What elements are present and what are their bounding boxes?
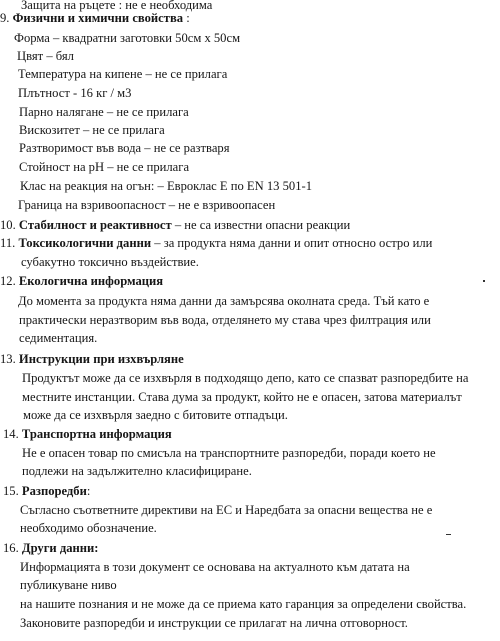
section-12-title: Екологична информация xyxy=(18,274,164,289)
section-13-paragraph-line-2: местните инстанции. Става дума за продукт, който не е опасен, затова материалът xyxy=(22,389,462,404)
section-14-paragraph-line-1: Не е опасен товар по смисъла на транспортните разпоредби, поради което не xyxy=(22,445,436,460)
section-11-text: – за продукта няма данни и опит относно остро или xyxy=(151,236,433,251)
section-14-title: Транспортна информация xyxy=(21,427,172,441)
section-13-title: Инструкции при изхвърляне xyxy=(18,351,184,366)
color-property: Цвят – бял xyxy=(17,49,74,64)
section-9-heading xyxy=(0,10,190,26)
section-16-paragraph-line-2: публикуване ниво xyxy=(20,578,117,593)
section-11-number: 11. xyxy=(0,236,16,251)
section-15-title-suffix: : xyxy=(86,483,91,498)
section-9-number: 9. xyxy=(0,11,10,26)
section-12-number: 12. xyxy=(0,274,16,289)
scan-speck xyxy=(483,280,485,282)
section-14-number: 14. xyxy=(3,427,19,441)
section-14-paragraph-line-2: подлежи на задължително класифициране. xyxy=(22,464,252,479)
section-10-title: Стабилност и реактивност xyxy=(18,217,172,232)
section-14-heading xyxy=(3,426,172,442)
section-12-paragraph-line-3: седиментация. xyxy=(19,330,98,345)
section-11-line xyxy=(0,235,432,251)
solubility-property: Разтворимост във вода – не се разтваря xyxy=(19,141,230,156)
section-15-number: 15. xyxy=(3,483,19,498)
section-9-title-suffix: : xyxy=(183,11,190,26)
form-property: Форма – квадратни заготовки 50см х 50см xyxy=(14,31,241,46)
density-property: Плътност - 16 кг / м3 xyxy=(18,85,132,100)
section-13-paragraph-line-1: Продуктът може да се изхвърля в подходящо депо, като се спазват разпоредбите на xyxy=(22,371,469,385)
explosion-limit-property: Граница на взривоопасност – не е взривоопасен xyxy=(18,198,276,213)
section-15-paragraph-line-2: необходимо обозначение. xyxy=(20,521,157,536)
hand-protection-line: Защита на ръцете : не е необходима xyxy=(21,0,213,12)
section-15-heading xyxy=(3,483,90,499)
scan-speck xyxy=(446,534,451,535)
section-13-paragraph-line-3: може да се изхвърля заедно с битовите отпадъци. xyxy=(23,408,288,423)
section-16-heading xyxy=(3,540,98,556)
section-16-title: Други данни: xyxy=(21,540,99,555)
section-10-line xyxy=(0,217,350,233)
boiling-point-property: Температура на кипене – не се прилага xyxy=(18,67,228,82)
vapor-pressure-property: Парно налягане – не се прилага xyxy=(19,104,189,119)
section-16-number: 16. xyxy=(3,540,19,555)
viscosity-property: Вискозитет – не се прилага xyxy=(19,122,165,137)
section-12-paragraph-line-1: До момента за продукта няма данни да замърсява околната среда. Тъй като е xyxy=(18,293,430,308)
section-11-title: Токсикологични данни xyxy=(18,236,152,251)
section-15-title: Разпоредби xyxy=(21,483,87,498)
fire-class-property: Клас на реакция на огън: – Евроклас Е по EN 13 501-1 xyxy=(20,179,312,194)
section-10-number: 10. xyxy=(0,217,16,232)
section-9-title: Физични и химични свойства xyxy=(12,11,184,26)
section-15-paragraph-line-1: Съгласно съответните директиви на ЕС и Наредбата за опасни вещества не е xyxy=(20,502,433,517)
ph-property: Стойност на pH – не се прилага xyxy=(19,159,190,174)
section-12-heading xyxy=(0,273,163,289)
section-11-text-continued: субакутно токсично въздействие. xyxy=(21,254,199,269)
section-13-heading xyxy=(0,351,184,367)
section-16-paragraph-line-1: Информацията в този документ се основава на актуалното към датата на xyxy=(20,559,410,574)
section-16-paragraph-line-3: на нашите познания и не може да се приема като гаранция за определени свойства. xyxy=(20,596,467,611)
section-12-paragraph-line-2: практически неразтворим във вода, отделянето му става чрез филтрация или xyxy=(19,312,431,327)
section-10-text: – не са известни опасни реакции xyxy=(171,217,351,232)
section-13-number: 13. xyxy=(0,351,16,366)
section-16-paragraph-line-4: Законовите разпоредби и инструкции се прилагат на лична отговорност. xyxy=(20,615,408,630)
